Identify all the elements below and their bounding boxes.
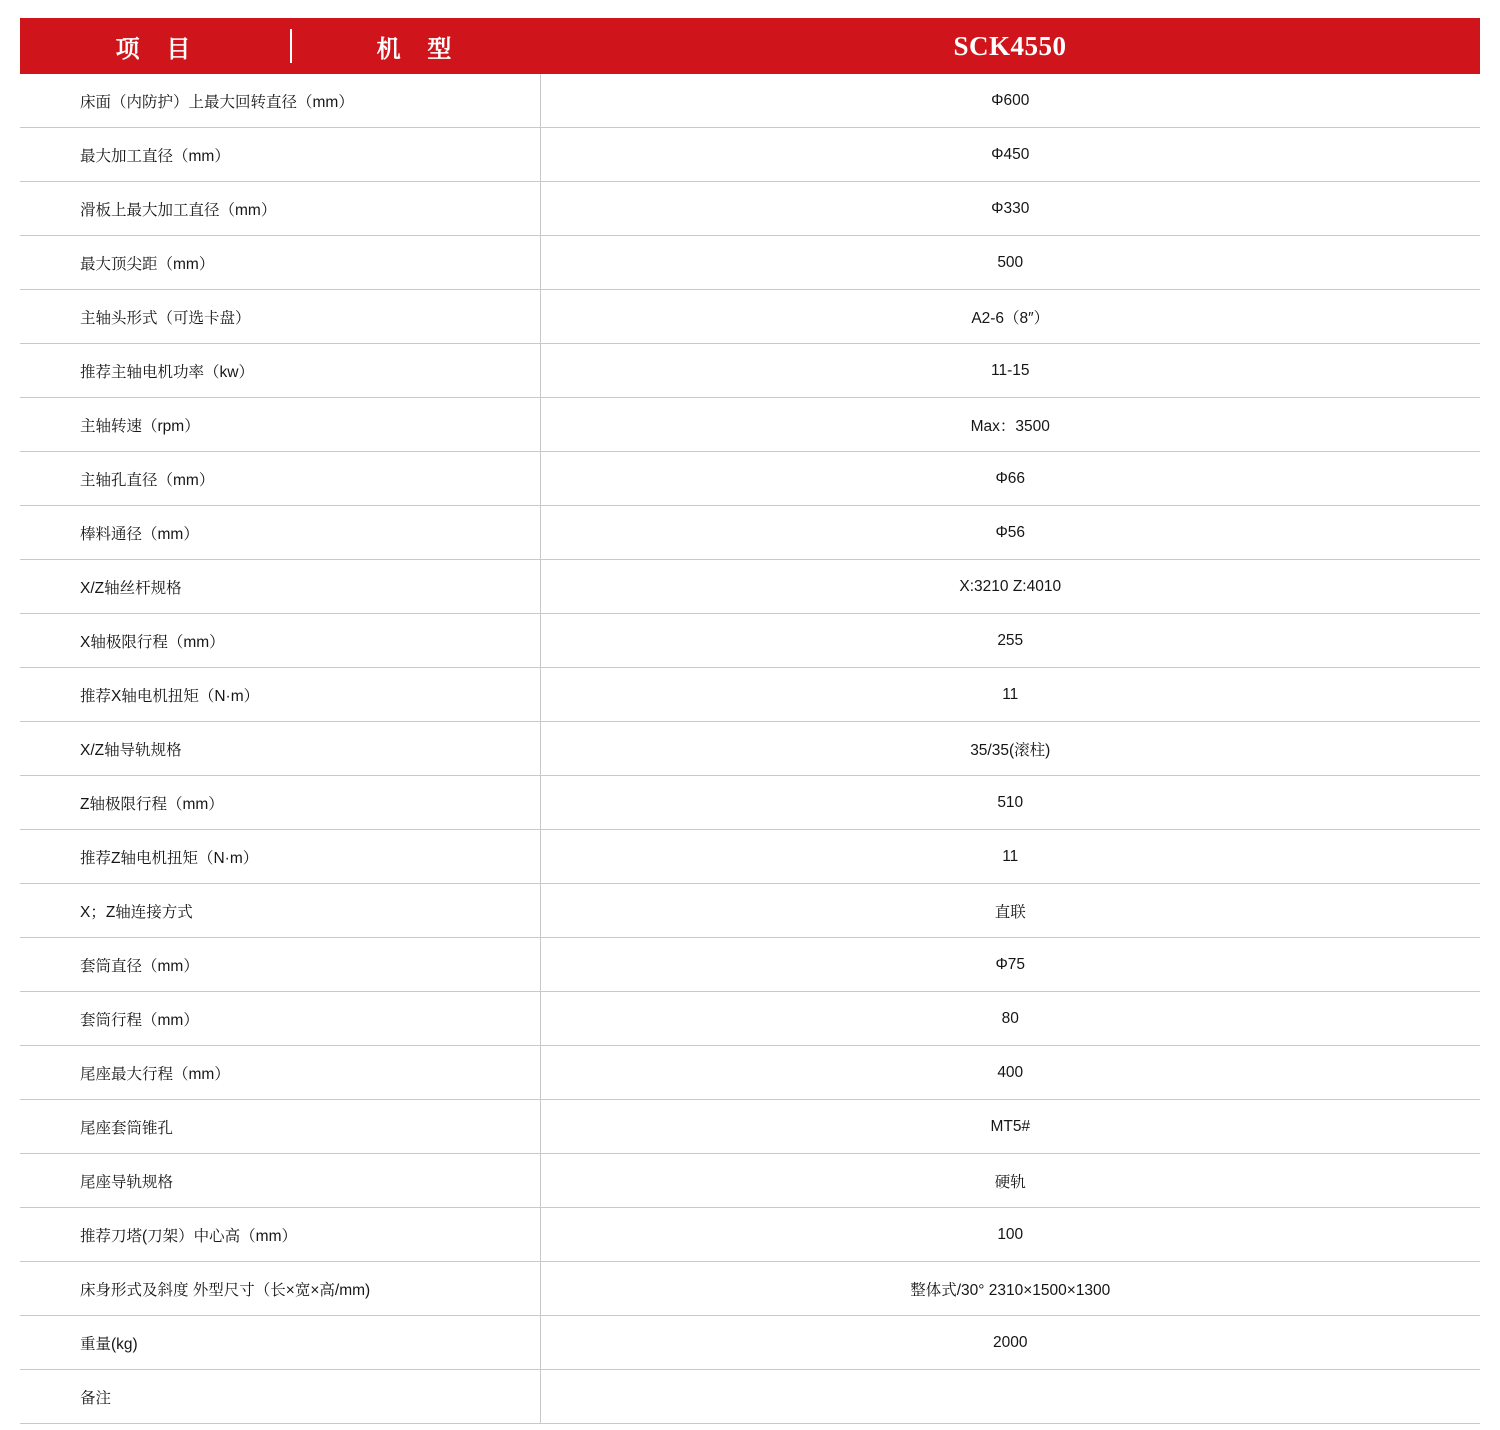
header-label-item: 项 目 xyxy=(115,35,201,63)
table-header xyxy=(20,18,1480,74)
table-row xyxy=(20,290,1480,344)
table-row xyxy=(20,128,1480,182)
spec-item-value: A2-6（8″） xyxy=(540,290,1480,344)
spec-item-label: 尾座套筒锥孔 xyxy=(20,1100,540,1154)
table-row xyxy=(20,236,1480,290)
table-row xyxy=(20,398,1480,452)
table-row xyxy=(20,1370,1480,1424)
table-row xyxy=(20,722,1480,776)
spec-item-label: 滑板上最大加工直径（mm） xyxy=(20,182,540,236)
spec-item-value: Φ450 xyxy=(540,128,1480,182)
spec-item-value: 2000 xyxy=(540,1316,1480,1370)
spec-item-label: X；Z轴连接方式 xyxy=(20,884,540,938)
spec-item-label: 推荐X轴电机扭矩（N·m） xyxy=(20,668,540,722)
spec-item-label: X轴极限行程（mm） xyxy=(20,614,540,668)
spec-item-value: MT5# xyxy=(540,1100,1480,1154)
header-cell-model-name: SCK4550 xyxy=(540,18,1480,74)
spec-item-label: 棒料通径（mm） xyxy=(20,506,540,560)
spec-item-value: Φ330 xyxy=(540,182,1480,236)
table-row xyxy=(20,1208,1480,1262)
specification-table xyxy=(20,18,1480,1424)
spec-item-label: 尾座导轨规格 xyxy=(20,1154,540,1208)
spec-item-value: 510 xyxy=(540,776,1480,830)
header-cell-item-model xyxy=(20,18,540,74)
spec-item-value: 直联 xyxy=(540,884,1480,938)
header-label-model: 机 型 xyxy=(376,35,462,63)
spec-item-value xyxy=(540,1370,1480,1424)
spec-item-value: Max：3500 xyxy=(540,398,1480,452)
spec-item-label: 推荐Z轴电机扭矩（N·m） xyxy=(20,830,540,884)
table-row xyxy=(20,506,1480,560)
spec-item-value: 11-15 xyxy=(540,344,1480,398)
table-row xyxy=(20,452,1480,506)
spec-item-label: 床身形式及斜度 外型尺寸（长×宽×高/mm) xyxy=(20,1262,540,1316)
table-row xyxy=(20,182,1480,236)
table-row xyxy=(20,668,1480,722)
table-row xyxy=(20,1046,1480,1100)
spec-item-label: 主轴转速（rpm） xyxy=(20,398,540,452)
spec-item-label: X/Z轴丝杆规格 xyxy=(20,560,540,614)
spec-item-value: 500 xyxy=(540,236,1480,290)
spec-item-value: Φ600 xyxy=(540,74,1480,128)
table-body xyxy=(20,74,1480,1424)
spec-item-value: 11 xyxy=(540,830,1480,884)
spec-item-label: 推荐刀塔(刀架）中心高（mm） xyxy=(20,1208,540,1262)
table-row xyxy=(20,830,1480,884)
spec-item-label: 最大加工直径（mm） xyxy=(20,128,540,182)
spec-item-value: Φ66 xyxy=(540,452,1480,506)
spec-item-value: Φ56 xyxy=(540,506,1480,560)
spec-item-label: 重量(kg) xyxy=(20,1316,540,1370)
spec-item-value: Φ75 xyxy=(540,938,1480,992)
table-row xyxy=(20,1316,1480,1370)
spec-item-value: 80 xyxy=(540,992,1480,1046)
table-row xyxy=(20,884,1480,938)
table-row xyxy=(20,344,1480,398)
table-row xyxy=(20,1262,1480,1316)
spec-item-label: 尾座最大行程（mm） xyxy=(20,1046,540,1100)
spec-item-value: X:3210 Z:4010 xyxy=(540,560,1480,614)
specification-sheet xyxy=(20,0,1480,1424)
table-row xyxy=(20,776,1480,830)
spec-item-value: 11 xyxy=(540,668,1480,722)
spec-item-value: 100 xyxy=(540,1208,1480,1262)
table-row xyxy=(20,560,1480,614)
spec-item-value: 400 xyxy=(540,1046,1480,1100)
spec-item-label: 套筒直径（mm） xyxy=(20,938,540,992)
table-row xyxy=(20,992,1480,1046)
spec-item-label: Z轴极限行程（mm） xyxy=(20,776,540,830)
spec-item-value: 35/35(滚柱) xyxy=(540,722,1480,776)
table-row xyxy=(20,938,1480,992)
spec-item-value: 255 xyxy=(540,614,1480,668)
table-row xyxy=(20,74,1480,128)
spec-item-label: 主轴孔直径（mm） xyxy=(20,452,540,506)
spec-item-label: 套筒行程（mm） xyxy=(20,992,540,1046)
spec-item-value: 整体式/30° 2310×1500×1300 xyxy=(540,1262,1480,1316)
table-header-row xyxy=(20,18,1480,74)
spec-item-label: 备注 xyxy=(20,1370,540,1424)
spec-item-label: 主轴头形式（可选卡盘） xyxy=(20,290,540,344)
table-row xyxy=(20,1100,1480,1154)
spec-item-label: X/Z轴导轨规格 xyxy=(20,722,540,776)
spec-item-label: 最大顶尖距（mm） xyxy=(20,236,540,290)
spec-item-label: 床面（内防护）上最大回转直径（mm） xyxy=(20,74,540,128)
table-row xyxy=(20,1154,1480,1208)
spec-item-label: 推荐主轴电机功率（kw） xyxy=(20,344,540,398)
table-row xyxy=(20,614,1480,668)
spec-item-value: 硬轨 xyxy=(540,1154,1480,1208)
